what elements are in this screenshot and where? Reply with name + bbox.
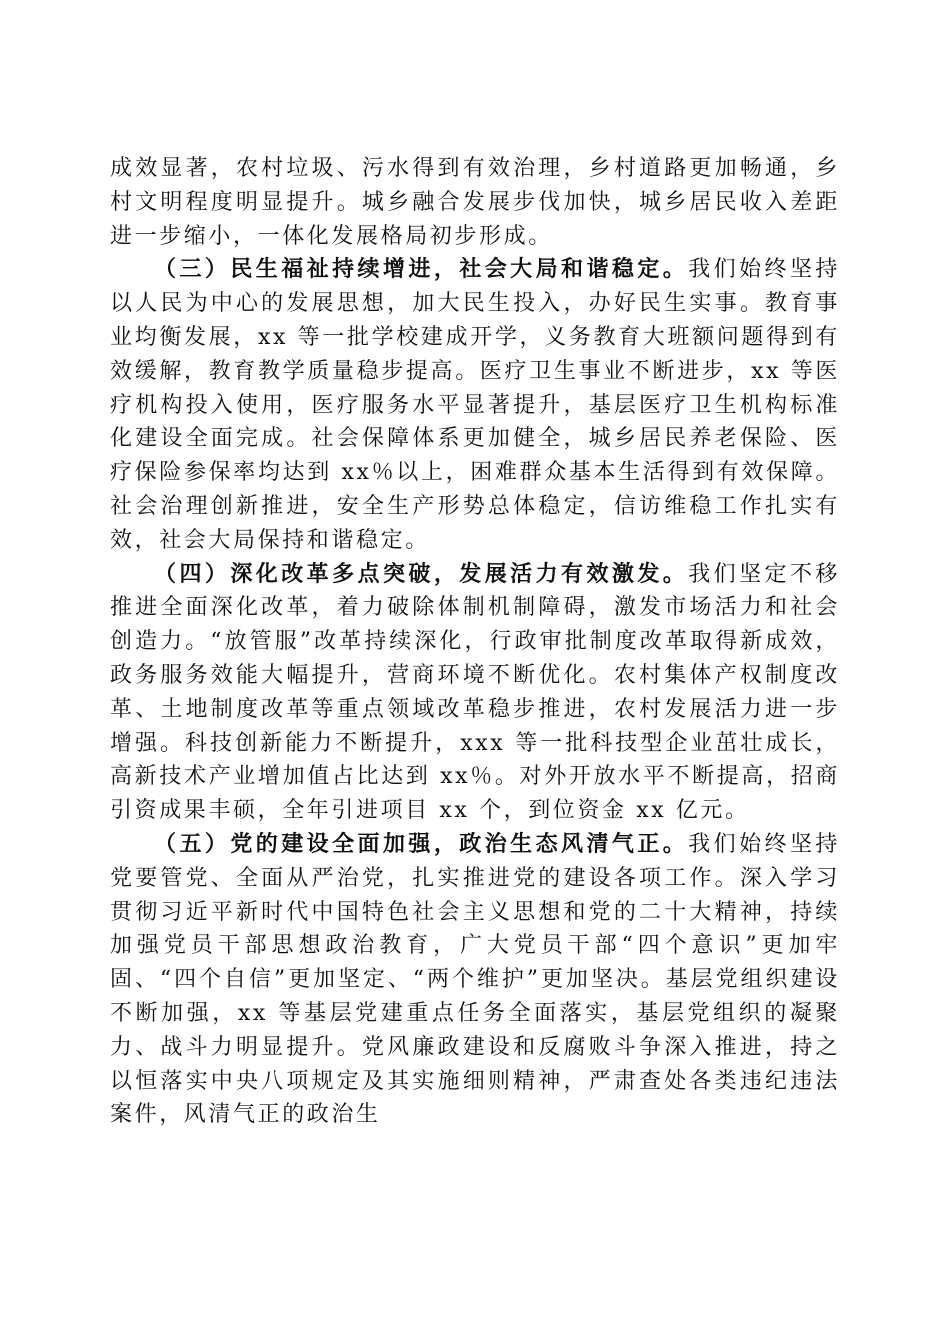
paragraph-section-4 — [110, 558, 840, 828]
section-heading: （四）深化改革多点突破，发展活力有效激发。 — [154, 560, 689, 587]
paragraph-text: 我们始终坚持以人民为中心的发展思想，加大民生投入，办好民生实事。教育事业均衡发展，xx 等一批学校建成开学，义务教育大班额问题得到有效缓解，教育教学质量稳步提高。医疗卫生事业不断进步，xx 等医疗机构投入使用，医疗服务水平显著提升，基层医疗卫生机构标准化建设全面完成。社会保障体系更加健全，城乡居民养老保险、医疗保险参保率均达到 xx％以上，困难群众基本生活得到有效保障。社会治理创新推进，安全生产形势总体稳定，信访维稳工作扎实有效，社会大局保持和谐稳定。 — [110, 257, 840, 553]
section-heading: （五）党的建设全面加强，政治生态风清气正。 — [154, 830, 689, 857]
paragraph-section-3 — [110, 253, 840, 557]
paragraph-text: 我们始终坚持党要管党、全面从严治党，扎实推进党的建设各项工作。深入学习贯彻习近平新时代中国特色社会主义思想和党的二十大精神，持续加强党员干部思想政治教育，广大党员干部“四个意识”更加牢固、“四个自信”更加坚定、“两个维护”更加坚决。基层党组织建设不断加强，xx 等基层党建重点任务全面落实，基层党组织的凝聚力、战斗力明显提升。党风廉政建设和反腐败斗争深入推进，持之以恒落实中央八项规定及其实施细则精神，严肃查处各类违纪违法案件，风清气正的政治生 — [110, 831, 840, 1128]
paragraph-continuation — [110, 152, 840, 253]
paragraph-section-5 — [110, 828, 840, 1132]
paragraph-text: 成效显著，农村垃圾、污水得到有效治理，乡村道路更加畅通，乡村文明程度明显提升。城乡融合发展步伐加快，城乡居民收入差距进一步缩小，一体化发展格局初步形成。 — [110, 156, 840, 249]
paragraph-text: 我们坚定不移推进全面深化改革，着力破除体制机制障碍，激发市场活力和社会创造力。“放管服”改革持续深化，行政审批制度改革取得新成效，政务服务效能大幅提升，营商环境不断优化。农村集体产权制度改革、土地制度改革等重点领域改革稳步推进，农村发展活力进一步增强。科技创新能力不断提升，xxx 等一批科技型企业茁壮成长，高新技术产业增加值占比达到 xx％。对外开放水平不断提高，招商引资成果丰硕，全年引进项目 xx 个，到位资金 xx 亿元。 — [110, 561, 840, 824]
section-heading: （三）民生福祉持续增进，社会大局和谐稳定。 — [154, 256, 689, 283]
document-body — [110, 152, 840, 1132]
